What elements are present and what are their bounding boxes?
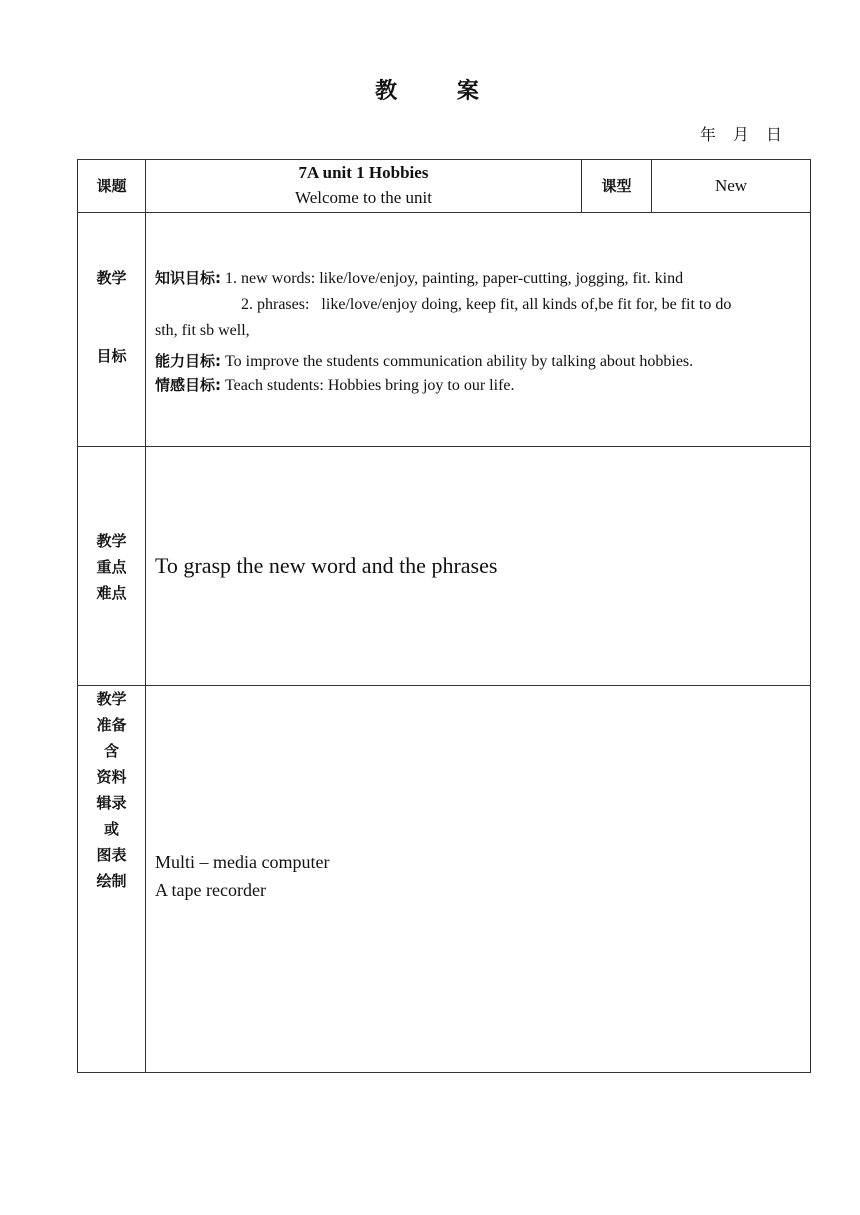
topic-label-cell [77,159,146,213]
preparation-label-5: 辑录 [96,794,127,812]
preparation-label-8: 绘制 [96,872,127,890]
preparation-label-cell [77,685,146,1073]
page-title: 教 案 [375,79,505,104]
preparation-label-6: 或 [103,820,119,838]
preparation-cell [145,685,811,1073]
objectives-label-cell [77,212,146,447]
type-value: New [714,176,748,195]
preparation-label-4: 资料 [96,768,127,786]
topic-cell [145,159,582,213]
ability-text: To improve the students communication ability by talking about hobbies. [225,353,694,370]
date-line: 年 月 日 [699,125,782,144]
objectives-label-bottom: 目标 [96,347,127,365]
knowledge-line2: 2. phrases: like/love/enjoy doing, keep fit, all kinds of,be fit for, be fit to do [241,296,732,313]
keypoints-text: To grasp the new word and the phrases [155,553,498,578]
knowledge-text1: 1. new words: like/love/enjoy, painting, paper-cutting, jogging, fit. kind [225,270,684,287]
ability-label: 能力目标: [155,352,221,370]
knowledge-line3: sth, fit sb well, [155,322,250,339]
preparation-label-3: 含 [103,742,119,760]
keypoints-label-1: 教学 [96,532,127,550]
keypoints-cell [145,446,811,686]
keypoints-label-3: 难点 [96,584,127,602]
type-value-cell [651,159,811,213]
knowledge-label: 知识目标: [155,269,221,287]
preparation-line2: A tape recorder [155,880,266,900]
objectives-label-top: 教学 [96,269,127,287]
objectives-cell [145,212,811,447]
type-label-cell [581,159,652,213]
knowledge-line1 [155,267,805,290]
type-label: 课型 [601,177,632,195]
preparation-line1: Multi – media computer [155,852,330,872]
preparation-label-2: 准备 [96,716,127,734]
preparation-label-7: 图表 [96,846,127,864]
ability-line [155,350,805,373]
keypoints-label-cell [77,446,146,686]
emotion-line [155,374,805,397]
topic-subtitle: Welcome to the unit [295,188,432,207]
emotion-text: Teach students: Hobbies bring joy to our life. [225,377,515,394]
keypoints-label-2: 重点 [96,558,127,576]
preparation-label-1: 教学 [96,690,127,708]
topic-title: 7A unit 1 Hobbies [298,163,429,182]
topic-label: 课题 [96,177,127,195]
emotion-label: 情感目标: [155,376,221,394]
